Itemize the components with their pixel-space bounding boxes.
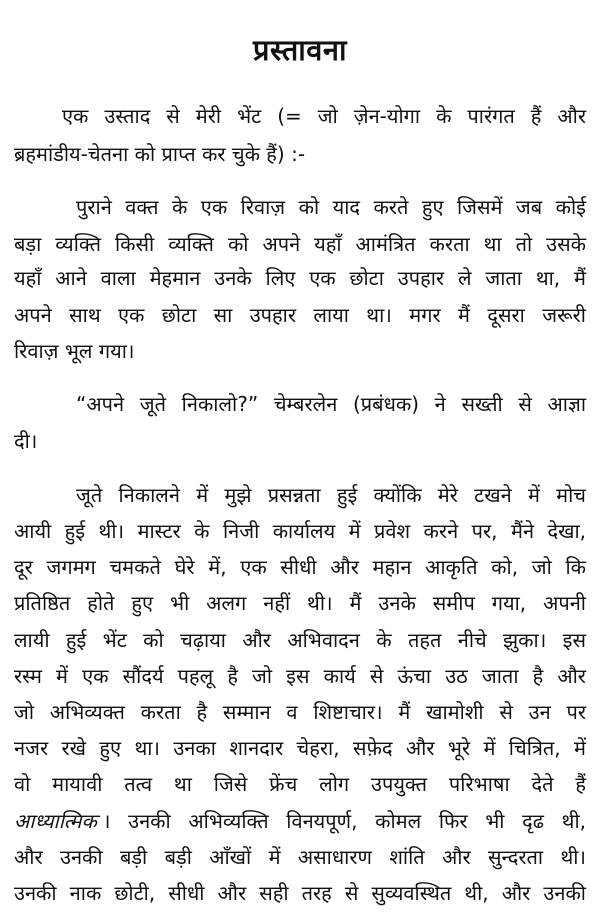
paragraph-1-line-1: एक उस्ताद से मेरी भेंट (= जो ज़ेन-योगा के पारंगत हैं और xyxy=(62,104,586,128)
paragraph-4-line-6: रस्म में एक सौंदर्य पहलू है जो इस कार्य से ऊंचा उठ जाता है और xyxy=(14,664,586,688)
italic-word-spiritual: आध्यात्मिक xyxy=(14,809,97,833)
paragraph-2-line-5: रिवाज़ भूल गया। xyxy=(14,339,135,363)
paragraph-2-line-2: बड़ा व्यक्ति किसी व्यक्ति को अपने यहाँ आमंत्रित करता था तो उसके xyxy=(14,232,586,256)
paragraph-4-line-3: दूर जगमग चमकते घेरे में, एक सीधी और महान आकृति को, जो कि xyxy=(14,555,586,579)
paragraph-4-line-12: उनकी नाक छोटी, सीधी और सही तरह से सुव्यवस्थित थी, और उनकी xyxy=(14,881,586,905)
paragraph-3-line-1: “अपने जूते निकालो?” चेम्बरलेन (प्रबंधक) ने सख्ती से आज्ञा xyxy=(76,392,586,416)
paragraph-1-line-2: ब्रहमांडीय-चेतना को प्राप्त कर चुके हैं) :- xyxy=(14,142,306,166)
paragraph-4-line-5: लायी हुई भेंट को चढ़ाया और अभिवादन के तहत नीचे झुका। इस xyxy=(14,628,586,652)
paragraph-2-line-1: पुराने वक्त के एक रिवाज़ को याद करते हुए जिसमें जब कोई xyxy=(76,195,586,219)
paragraph-4-line-2: आयी हुई थी। मास्टर के निजी कार्यालय में प्रवेश करने पर, मैंने देखा, xyxy=(14,519,586,543)
paragraph-4-line-7: जो अभिव्यक्त करता है सम्मान व शिष्टाचार। मैं खामोशी से उन पर xyxy=(14,700,586,724)
paragraph-4-line-11: और उनकी बड़ी बड़ी आँखों में असाधारण शांति और सुन्दरता थी। xyxy=(14,845,586,869)
paragraph-4-line-1: जूते निकालने में मुझे प्रसन्नता हुई क्योंकि मेरे टखने में मोच xyxy=(76,483,586,507)
paragraph-2-line-3: यहाँ आने वाला मेहमान उनके लिए एक छोटा उपहार ले जाता था, मैं xyxy=(14,266,586,290)
page-title: प्रस्तावना xyxy=(252,33,348,67)
paragraph-4-line-4: प्रतिष्ठित होते हुए भी अलग नहीं थी। मैं उनके समीप गया, अपनी xyxy=(14,591,586,615)
paragraph-2-line-4: अपने साथ एक छोटा सा उपहार लाया था। मगर मैं दूसरा जरूरी xyxy=(14,303,586,327)
paragraph-4-line-8: नजर रखे हुए था। उनका शानदार चेहरा, सफ़ेद और भूरे में चित्रित, में xyxy=(14,736,586,760)
paragraph-4-line-10-rest: । उनकी अभिव्यक्ति विनयपूर्ण, कोमल फिर भी दृढ थी, xyxy=(102,809,586,833)
paragraph-4-line-10 xyxy=(14,808,586,834)
paragraph-4-line-9: वो मायावी तत्व था जिसे फ्रेंच लोग उपयुक्त परिभाषा देते हैं xyxy=(14,772,586,796)
paragraph-3-line-2: दी। xyxy=(14,429,38,453)
